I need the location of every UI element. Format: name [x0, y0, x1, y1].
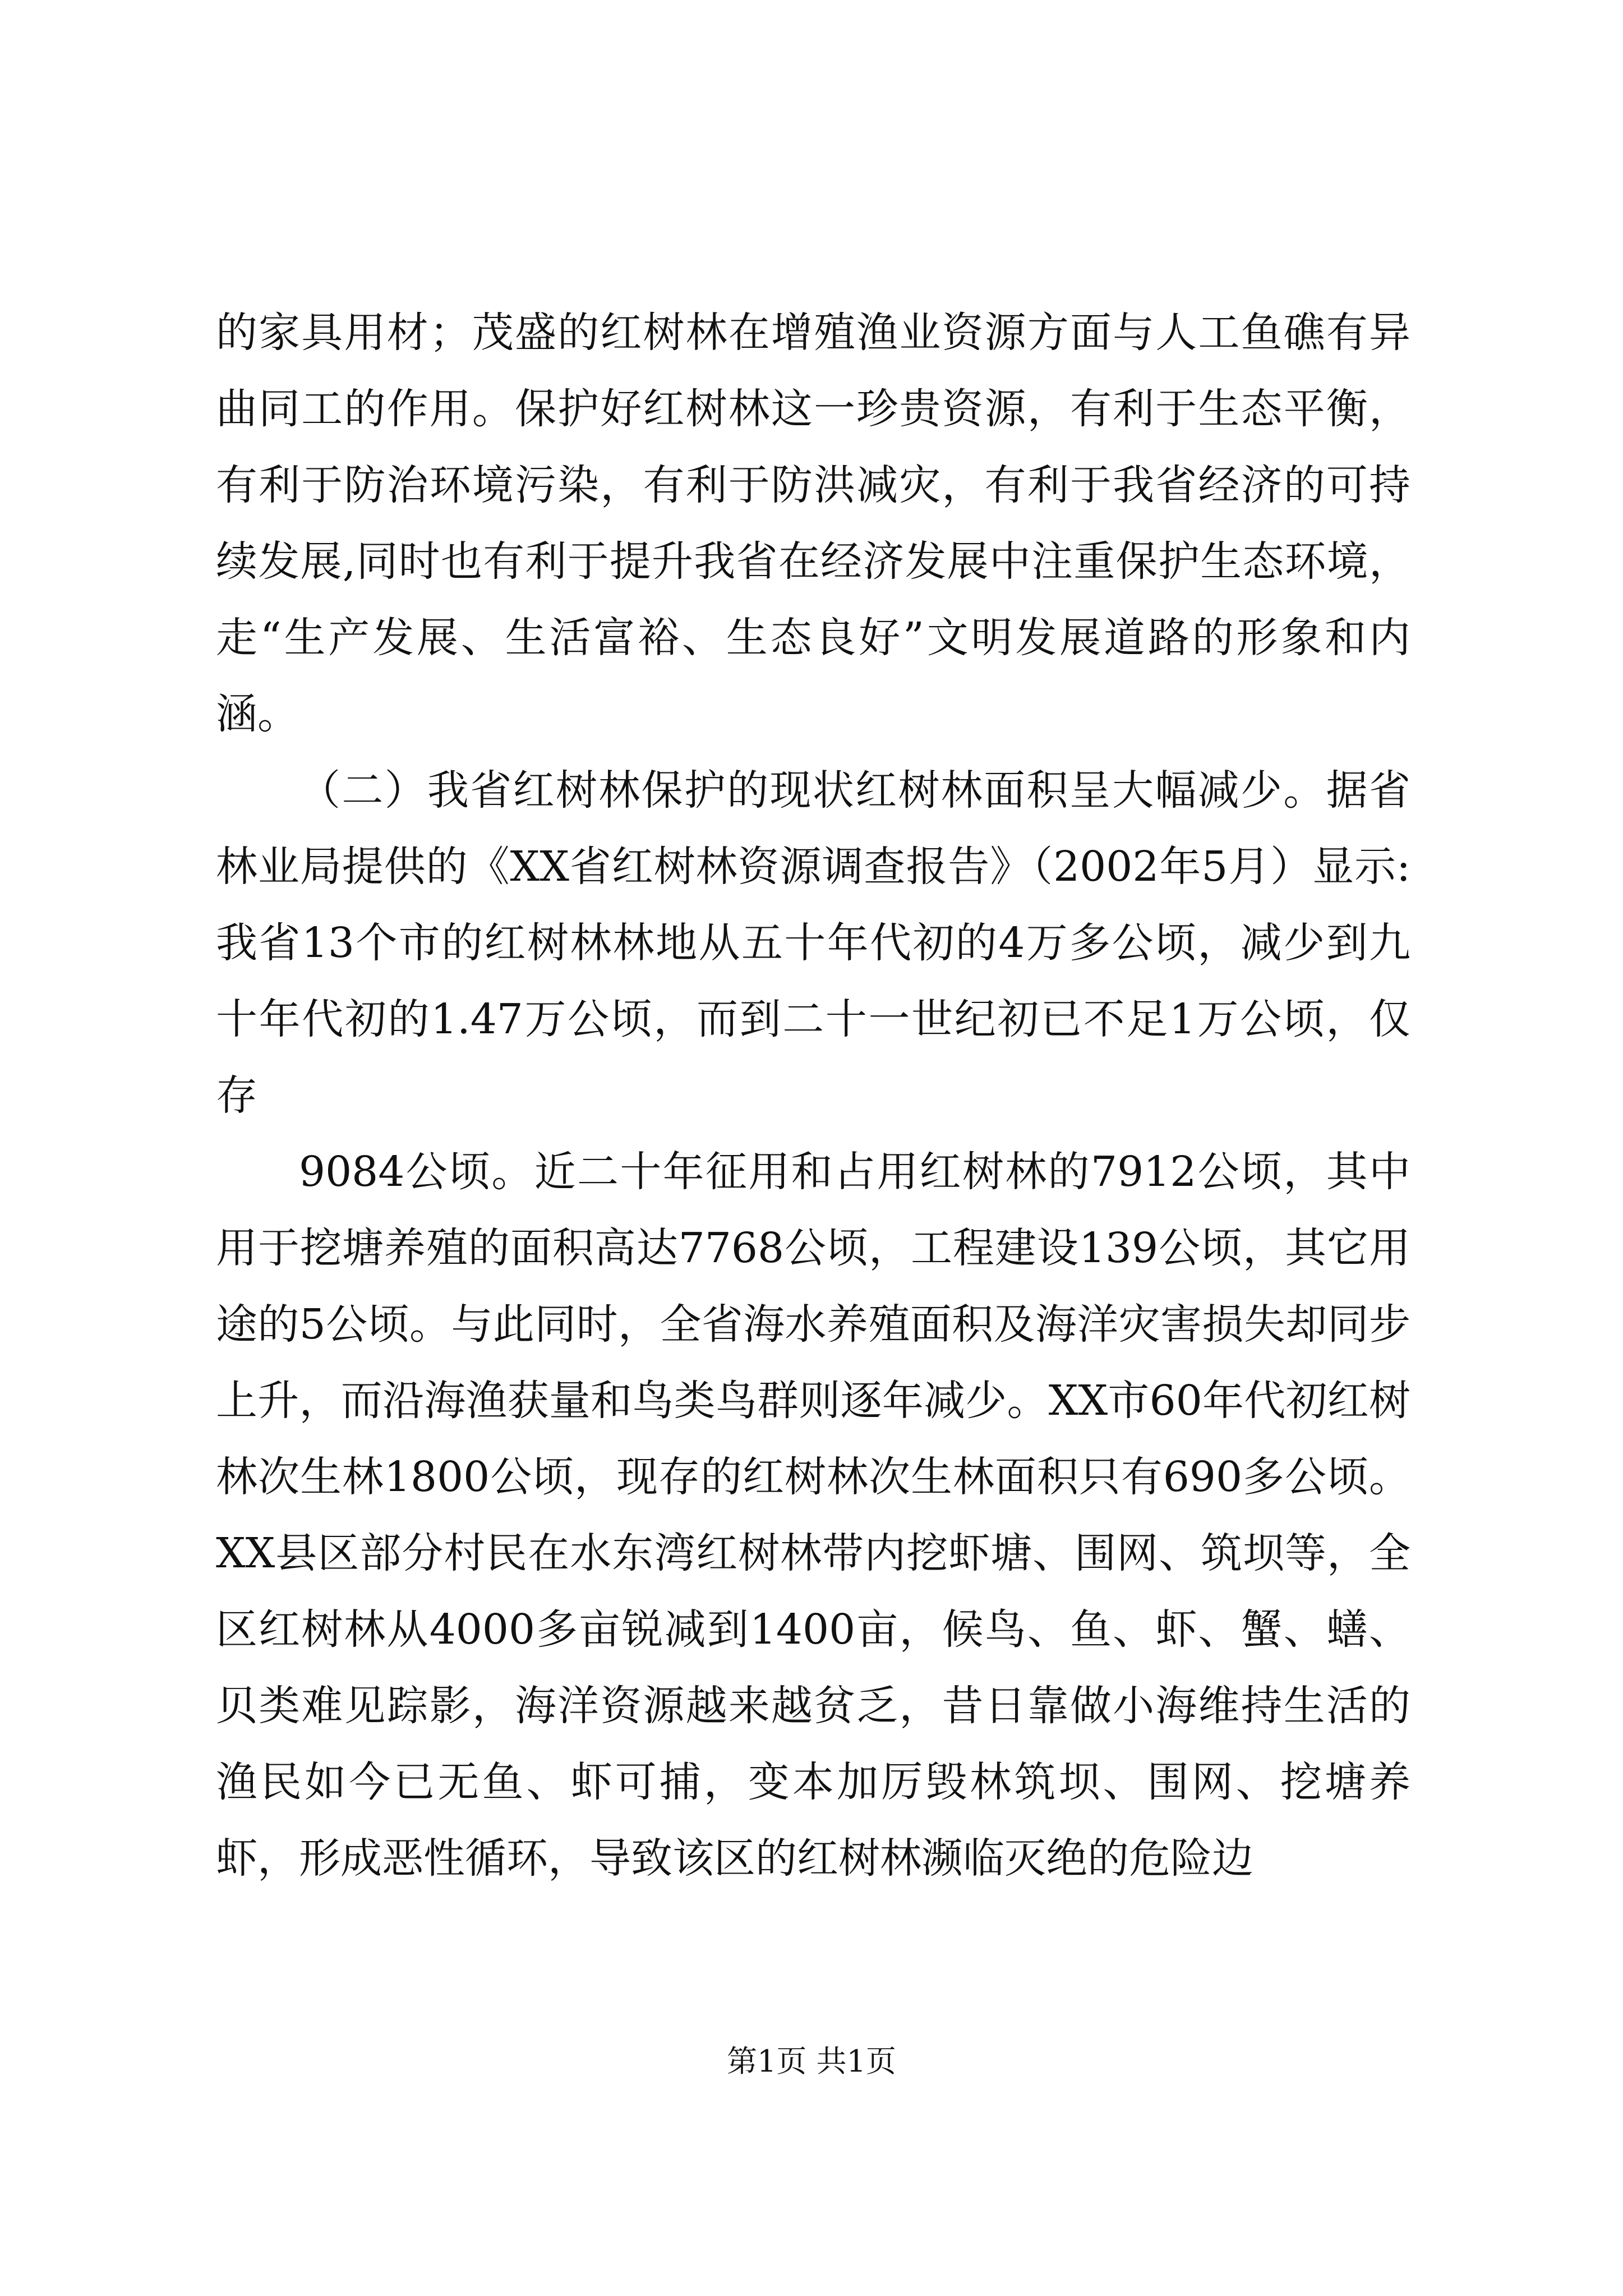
paragraph-section-two: （二）我省红树林保护的现状红树林面积呈大幅减少。据省林业局提供的《XX省红树林资源调查报告》（2002年5月）显示:我省13个市的红树林林地从五十年代初的4万多公顷，减少到九十年代初的1.47万公顷，而到二十一世纪初已不足1万公顷，仅存: [216, 766, 1410, 1120]
paragraph-statistics: 9084公顷。近二十年征用和占用红树林的7912公顷，其中用于挖塘养殖的面积高达7768公顷，工程建设139公顷，其它用途的5公顷。与此同时，全省海水养殖面积及海洋灾害损失却同步上升，而沿海渔获量和鸟类鸟群则逐年减少。XX市60年代初红树林次生林1800公顷，现存的红树林次生林面积只有690多公顷。XX县区部分村民在水东湾红树林带内挖虾塘、围网、筑坝等，全区红树林从4000多亩锐减到1400亩，候鸟、鱼、虾、蟹、蟮、贝类难见踪影，海洋资源越来越贫乏，昔日靠做小海维持生活的渔民如今已无鱼、虾可捕，变本加厉毁林筑坝、围网、挖塘养虾，形成恶性循环，导致该区的红树林濒临灭绝的危险边: [216, 1148, 1410, 1883]
document-body: [216, 295, 1410, 1897]
page-footer: 第1页 共1页: [727, 2044, 896, 2079]
paragraph-continuation: 的家具用材；茂盛的红树林在增殖渔业资源方面与人工鱼礁有异曲同工的作用。保护好红树林这一珍贵资源，有利于生态平衡，有利于防治环境污染，有利于防洪减灾，有利于我省经济的可持续发展,同时也有利于提升我省在经济发展中注重保护生态环境，走“生产发展、生活富裕、生态良好”文明发展道路的形象和内涵。: [216, 309, 1410, 738]
